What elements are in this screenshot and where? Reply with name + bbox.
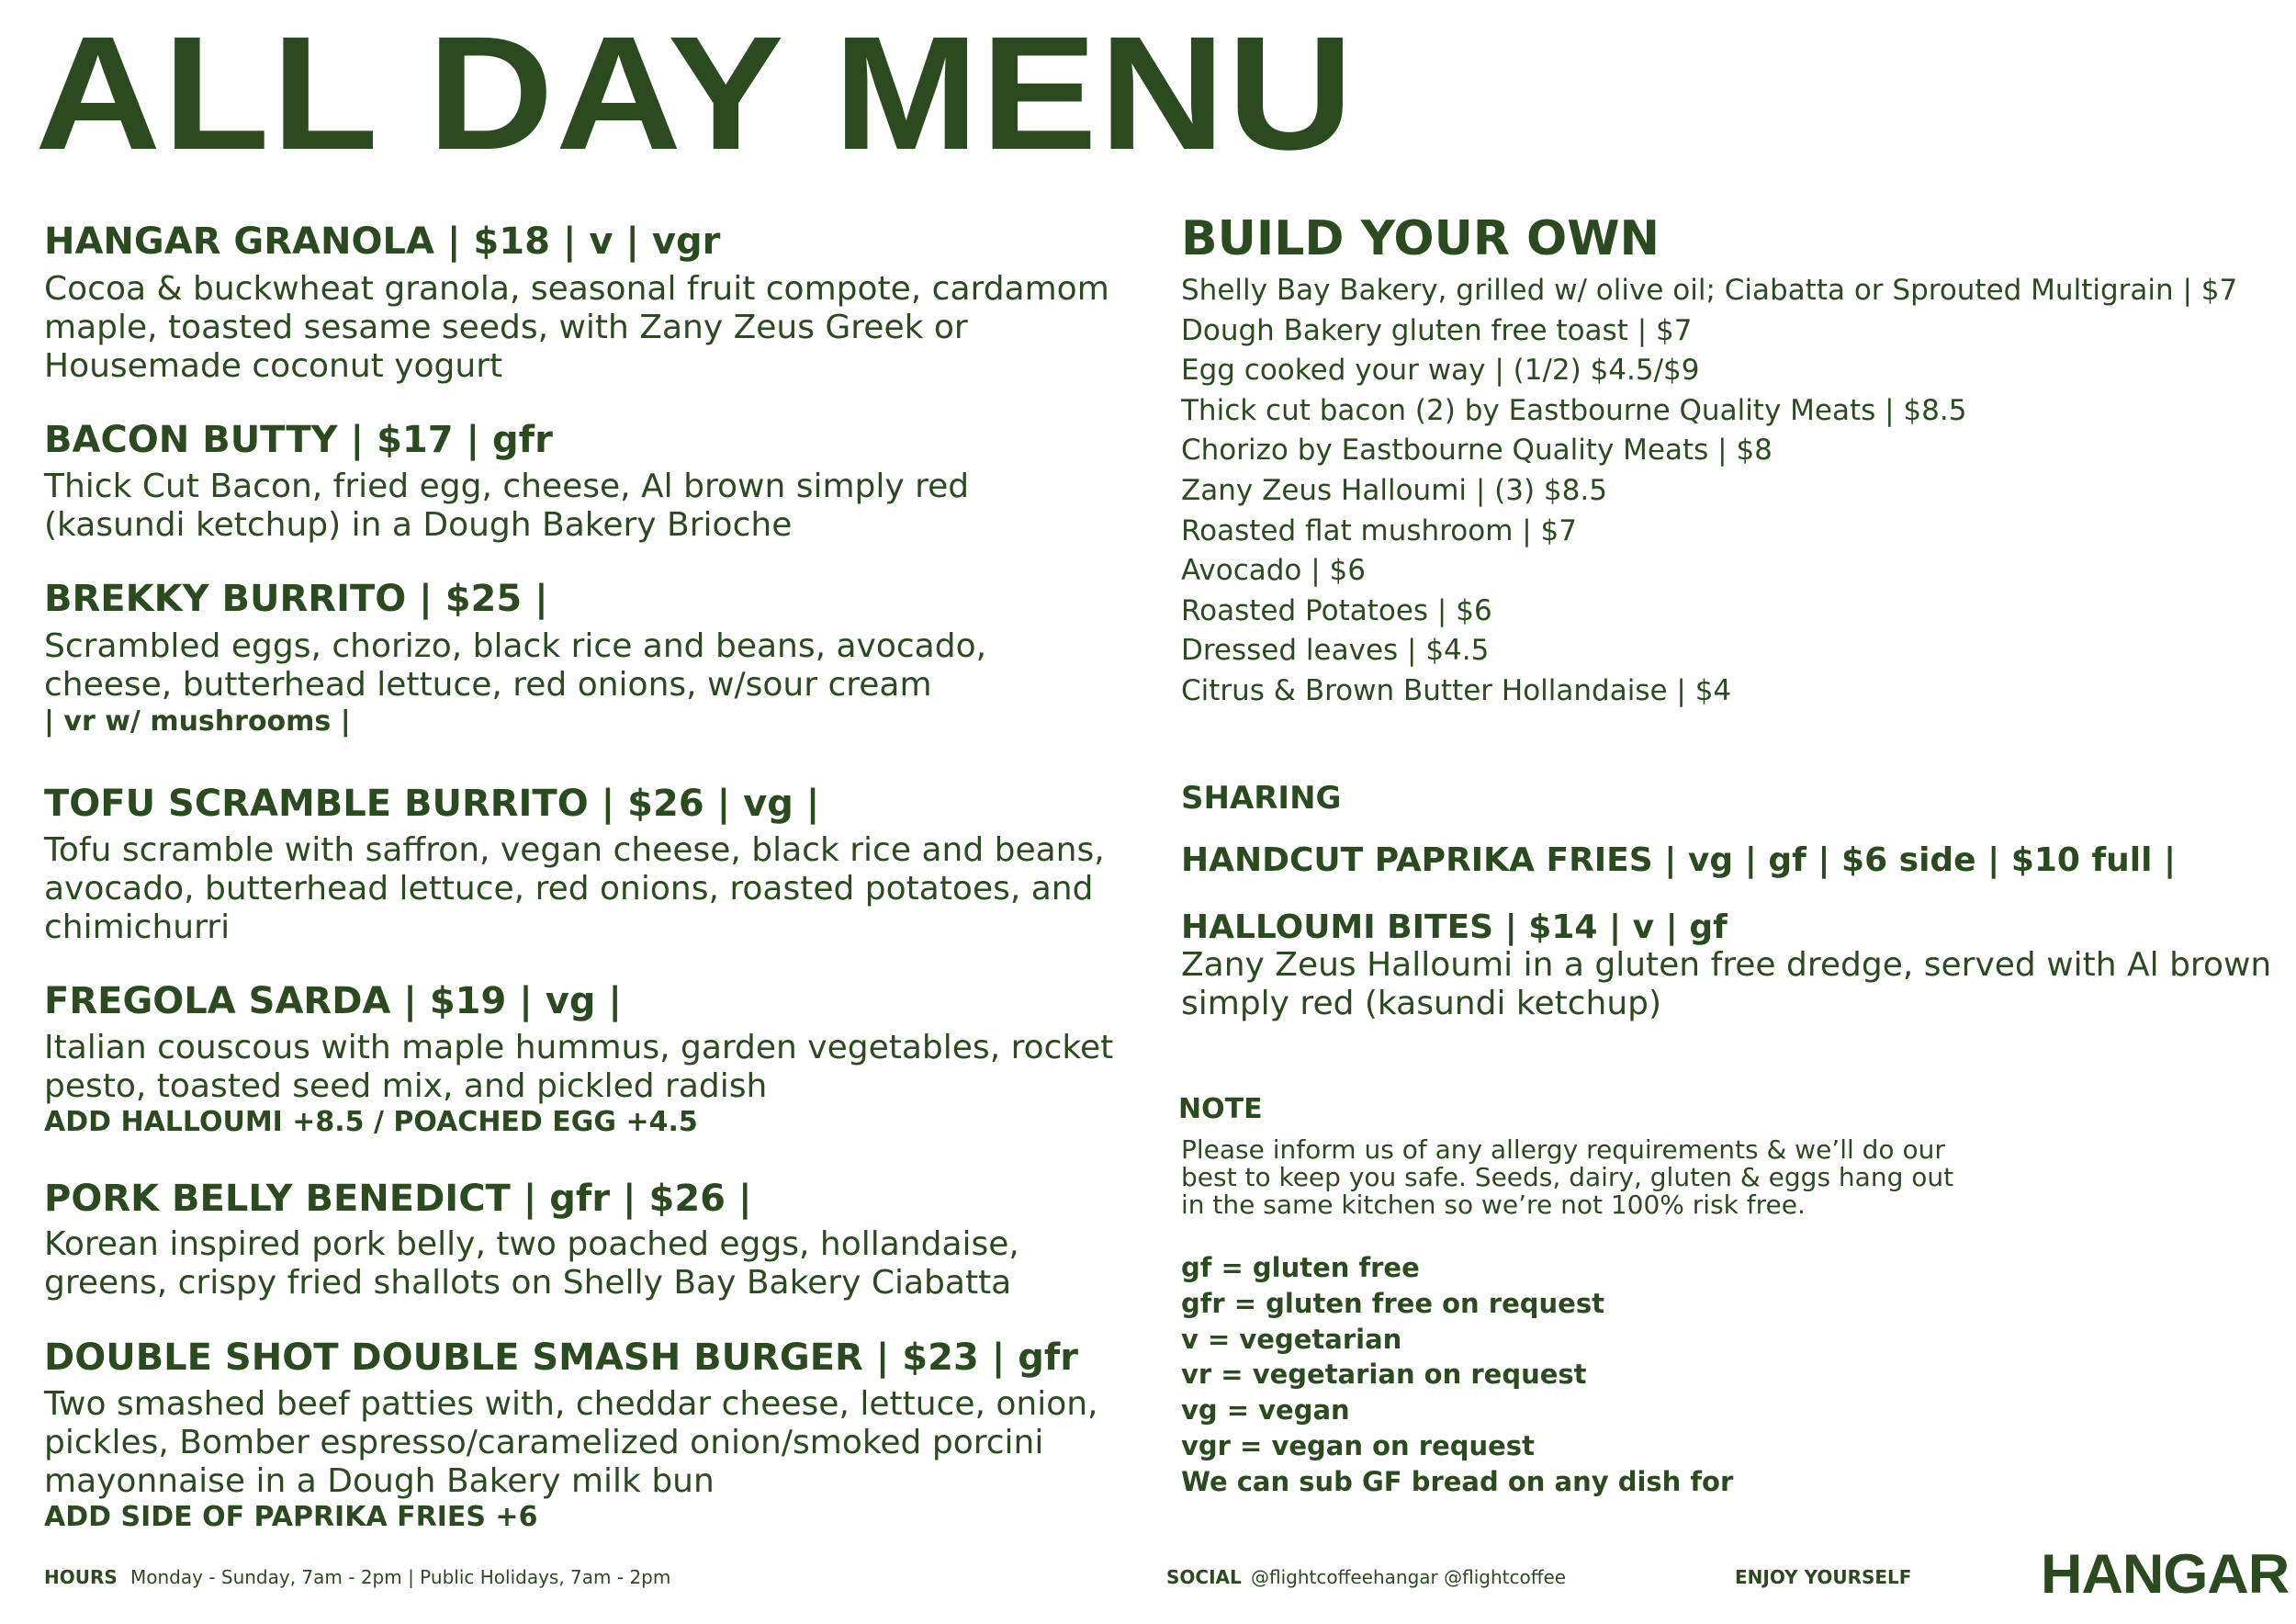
description-line: avocado, butterhead lettuce, red onions, roasted potatoes, and (44, 870, 1094, 908)
build-your-own-heading: BUILD YOUR OWN (1181, 211, 1660, 266)
menu-item-description (44, 1225, 1019, 1303)
menu-item-description (44, 1385, 1097, 1501)
legend-item: vr = vegetarian on request (1181, 1359, 1587, 1391)
legend-item: We can sub GF bread on any dish for (1181, 1465, 1734, 1497)
halloumi-description (1181, 946, 2271, 1023)
menu-item-heading: PORK BELLY BENEDICT | gfr | $26 | (44, 1178, 752, 1220)
menu-item-heading: TOFU SCRAMBLE BURRITO | $26 | vg | (44, 783, 820, 825)
menu-item-extra: ADD HALLOUMI +8.5 / POACHED EGG +4.5 (44, 1106, 698, 1138)
social-label: SOCIAL (1166, 1566, 1242, 1588)
list-item: Citrus & Brown Butter Hollandaise | $4 (1181, 673, 1732, 707)
menu-item-heading: DOUBLE SHOT DOUBLE SMASH BURGER | $23 | gfr (44, 1336, 1079, 1379)
halloumi-heading: HALLOUMI BITES | $14 | v | gf (1181, 908, 1728, 946)
list-item: Dressed leaves | $4.5 (1181, 634, 1490, 668)
description-line: Scrambled eggs, chorizo, black rice and beans, avocado, (44, 627, 987, 665)
list-item: Roasted flat mushroom | $7 (1181, 513, 1577, 547)
description-line: Tofu scramble with saffron, vegan cheese, black rice and beans, (44, 831, 1105, 869)
list-item: Shelly Bay Bakery, grilled w/ olive oil; Ciabatta or Sprouted Multigrain | $7 (1181, 274, 2238, 307)
note-heading: NOTE (1178, 1093, 1263, 1125)
hangar-logo: HANGAR (2041, 1543, 2290, 1605)
sharing-heading: SHARING (1181, 780, 1342, 817)
menu-item-description (44, 627, 986, 705)
menu-item-heading: BACON BUTTY | $17 | gfr (44, 419, 553, 461)
menu-item-heading: FREGOLA SARDA | $19 | vg | (44, 980, 623, 1022)
description-line: Two smashed beef patties with, cheddar cheese, lettuce, onion, (44, 1385, 1098, 1423)
dietary-legend (1181, 1250, 1733, 1500)
legend-item: vg = vegan (1181, 1394, 1350, 1427)
build-your-own-list (1181, 271, 2237, 712)
page-title: ALL DAY MENU (35, 4, 1356, 184)
legend-item: gfr = gluten free on request (1181, 1287, 1604, 1319)
legend-item: gf = gluten free (1181, 1252, 1420, 1283)
note-line: in the same kitchen so we’re not 100% risk free. (1181, 1190, 1806, 1220)
description-line: Cocoa & buckwheat granola, seasonal fruit compote, cardamom (44, 270, 1109, 308)
menu-item-description (44, 270, 1109, 386)
menu-item-extra: ADD SIDE OF PAPRIKA FRIES +6 (44, 1501, 538, 1533)
social-handles: @flightcoffeehangar @flightcoffee (1251, 1566, 1567, 1588)
menu-item-heading: BREKKY BURRITO | $25 | (44, 578, 548, 620)
list-item: Roasted Potatoes | $6 (1181, 593, 1492, 627)
hours-text: Monday - Sunday, 7am - 2pm | Public Holidays, 7am - 2pm (130, 1566, 671, 1588)
description-line: (kasundi ketchup) in a Dough Bakery Brioche (44, 506, 793, 544)
description-line: Korean inspired pork belly, two poached eggs, hollandaise, (44, 1225, 1019, 1263)
menu-item-description (44, 831, 1105, 947)
description-line: Italian couscous with maple hummus, garden vegetables, rocket (44, 1029, 1114, 1066)
list-item: Avocado | $6 (1181, 554, 1366, 588)
description-line: cheese, butterhead lettuce, red onions, w/sour cream (44, 666, 932, 704)
menu-item-description (44, 468, 969, 545)
legend-item: vgr = vegan on request (1181, 1429, 1535, 1461)
hours-label: HOURS (44, 1566, 118, 1588)
description-line: pickles, Bomber espresso/caramelized onion/smoked porcini (44, 1424, 1044, 1461)
tagline: ENJOY YOURSELF (1735, 1566, 1912, 1588)
description-line: greens, crispy fried shallots on Shelly Bay Bakery Ciabatta (44, 1264, 1012, 1302)
description-line: chimichurri (44, 908, 231, 946)
description-line: Thick Cut Bacon, fried egg, cheese, Al brown simply red (44, 468, 970, 505)
list-item: Zany Zeus Halloumi | (3) $8.5 (1181, 473, 1607, 507)
description-line: simply red (kasundi ketchup) (1181, 985, 1662, 1022)
description-line: maple, toasted sesame seeds, with Zany Zeus Greek or (44, 309, 968, 346)
note-line: Please inform us of any allergy requirements & we’ll do our (1181, 1134, 1945, 1165)
menu-item-description (44, 1029, 1113, 1106)
menu-item-heading: HANGAR GRANOLA | $18 | v | vgr (44, 220, 721, 263)
fries-heading: HANDCUT PAPRIKA FRIES | vg | gf | $6 side | $10 full | (1181, 841, 2177, 879)
note-line: best to keep you safe. Seeds, dairy, gluten & eggs hang out (1181, 1162, 1954, 1192)
note-text (1181, 1136, 1953, 1219)
list-item: Chorizo by Eastbourne Quality Meats | $8 (1181, 434, 1773, 468)
list-item: Dough Bakery gluten free toast | $7 (1181, 313, 1693, 347)
list-item: Egg cooked your way | (1/2) $4.5/$9 (1181, 354, 1700, 388)
description-line: Housemade coconut yogurt (44, 347, 503, 385)
list-item: Thick cut bacon (2) by Eastbourne Quality Meats | $8.5 (1181, 393, 1967, 427)
description-line: Zany Zeus Halloumi in a gluten free dredge, served with Al brown (1181, 946, 2272, 984)
legend-item: v = vegetarian (1181, 1323, 1402, 1355)
description-line: pesto, toasted seed mix, and pickled radish (44, 1067, 768, 1105)
menu-item-extra: | vr w/ mushrooms | (44, 705, 351, 738)
description-line: mayonnaise in a Dough Bakery milk bun (44, 1462, 715, 1500)
